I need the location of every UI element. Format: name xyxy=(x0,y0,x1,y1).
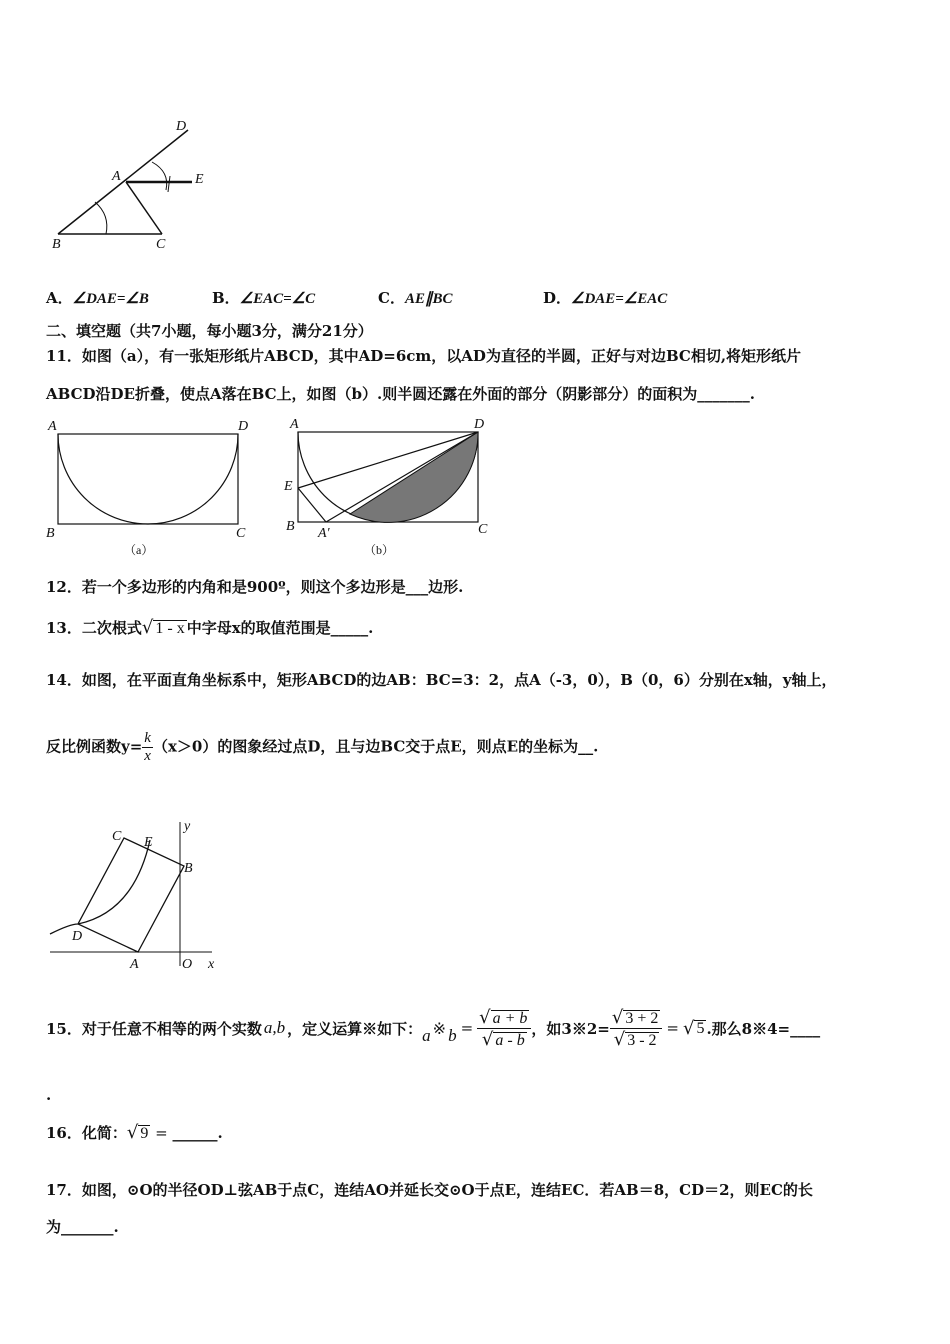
q14-fraction xyxy=(142,730,153,765)
label-c: C xyxy=(156,237,166,250)
q13-line xyxy=(46,617,373,638)
fig-a-label-d: D xyxy=(238,419,249,434)
line-ac xyxy=(126,182,162,234)
hyperbola-curve xyxy=(50,840,150,934)
option-a-text: ∠DAE=∠B xyxy=(72,291,149,307)
option-c xyxy=(378,287,452,308)
q15-eq2: = xyxy=(666,1019,679,1037)
label-e: E xyxy=(195,172,204,187)
q15-def-num-row xyxy=(477,1007,531,1029)
rect-abcd-a xyxy=(58,434,238,524)
option-d-text: ∠DAE=∠EAC xyxy=(571,291,668,307)
q16-after: ______. xyxy=(172,1124,223,1142)
q15-ex-num: 3 + 2 xyxy=(625,1009,659,1027)
option-d-letter: D． xyxy=(543,289,572,307)
option-c-letter: C． xyxy=(378,289,405,307)
arc-at-a xyxy=(152,162,167,190)
q15-vars: a,b xyxy=(263,1018,286,1037)
shaded-region xyxy=(350,432,478,522)
q15-ex-result: 5 xyxy=(696,1019,705,1037)
option-b xyxy=(212,287,315,308)
q15-period: . xyxy=(46,1086,52,1104)
q15-def-den-row xyxy=(477,1029,531,1050)
q15-def-fraction xyxy=(477,1007,531,1050)
rectangle-abcd xyxy=(78,838,184,952)
q13-after: 中字母x的取值范围是_____. xyxy=(186,619,374,637)
figure-q11a xyxy=(42,416,257,561)
label-b: B xyxy=(52,237,61,250)
sqrt-icon: √ xyxy=(611,1006,624,1028)
label-a: A xyxy=(112,169,121,184)
q13-before: 13．二次根式 xyxy=(46,619,142,637)
label-d: D xyxy=(176,119,187,134)
q15-ex-fraction xyxy=(610,1007,663,1050)
q14-frac-num: k xyxy=(144,730,151,746)
fig-b-label-a: A xyxy=(290,417,299,432)
q15-def-den: a - b xyxy=(495,1031,525,1049)
q11-line1: 11．如图（a），有一张矩形纸片ABCD，其中AD=6cm，以AD为直径的半圆，正好与对边BC相切,将矩形纸片 xyxy=(46,347,802,365)
arc-mark xyxy=(168,176,170,192)
figure-q10 xyxy=(40,110,220,250)
option-b-text: ∠EAC=∠C xyxy=(239,291,316,307)
q14-label-d: D xyxy=(72,929,83,944)
fig-a-label-b: B xyxy=(46,526,55,541)
fig-b-label-d: D xyxy=(474,417,485,432)
q15-ex-num-row xyxy=(610,1007,663,1029)
fig-b-caption: （b） xyxy=(364,543,395,557)
sqrt-icon: √ xyxy=(481,1028,494,1050)
option-d xyxy=(543,287,667,308)
q14-label-e: E xyxy=(144,835,153,850)
option-a xyxy=(46,287,149,308)
q14-frac-den: x xyxy=(144,748,151,764)
q14-after: （x＞0）的图象经过点D，且与边BC交于点E，则点E的坐标为__. xyxy=(152,737,599,756)
q13-radicand: 1 - x xyxy=(155,620,185,637)
section-heading: 二、填空题（共7小题，每小题3分，满分21分） xyxy=(46,322,373,340)
sqrt-icon: √ xyxy=(682,1017,695,1039)
arc-at-b xyxy=(95,202,107,234)
q16-line xyxy=(46,1122,223,1143)
q15-ex-den-row xyxy=(610,1029,663,1050)
option-a-letter: A． xyxy=(46,289,73,307)
sqrt-icon: √ xyxy=(613,1028,626,1050)
fig-a-label-c: C xyxy=(236,526,246,541)
q17-line2: 为_______. xyxy=(46,1218,119,1236)
fig-b-label-b: B xyxy=(286,519,295,534)
sqrt-icon: √ xyxy=(141,617,154,638)
q14-line1: 14．如图，在平面直角坐标系中，矩形ABCD的边AB：BC=3：2，点A（-3，0），B（0，6）分别在x轴，y轴上， xyxy=(46,671,837,689)
fig-b-label-c: C xyxy=(478,522,488,537)
q15-eq1: = xyxy=(460,1019,474,1037)
q15-line xyxy=(46,1000,820,1056)
q15-before: 15．对于任意不相等的两个实数 xyxy=(46,1019,262,1038)
sqrt-icon: √ xyxy=(479,1006,491,1028)
sqrt-icon: √ xyxy=(126,1122,139,1143)
q14-label-b: B xyxy=(184,861,193,876)
q15-op-a: a xyxy=(422,1026,431,1045)
q15-after: .那么8※4=____ xyxy=(706,1019,821,1038)
q14-label-o: O xyxy=(182,957,193,972)
q14-line2 xyxy=(46,730,598,765)
semicircle-a xyxy=(58,434,238,524)
fig-a-caption: （a） xyxy=(124,543,154,557)
q15-middle: ，定义运算※如下： xyxy=(287,1019,423,1038)
option-c-text: AE∥BC xyxy=(404,291,453,307)
option-b-letter: B． xyxy=(212,289,240,307)
q14-label-c: C xyxy=(112,829,122,844)
q16-before: 16．化简： xyxy=(46,1124,127,1142)
figure-q11b xyxy=(280,414,500,561)
q12-text: 12．若一个多边形的内角和是900º，则这个多边形是___边形. xyxy=(46,578,464,596)
figure-q14 xyxy=(42,816,227,976)
fig-a-label-a: A xyxy=(48,419,57,434)
fig-b-label-e: E xyxy=(284,479,293,494)
fig-b-label-a2: A′ xyxy=(318,526,330,541)
q14-label-x: x xyxy=(208,957,215,972)
q15-op-sym: ※ xyxy=(432,1018,447,1038)
q15-def-num: a + b xyxy=(492,1009,528,1027)
q15-ex-den: 3 - 2 xyxy=(627,1031,657,1049)
q14-label-y: y xyxy=(184,819,191,834)
q16-eq: = xyxy=(150,1124,173,1142)
q11-line2: ABCD沿DE折叠，使点A落在BC上，如图（b）.则半圆还露在外面的部分（阴影部分）的面积为_______. xyxy=(46,385,755,403)
q14-label-a: A xyxy=(130,957,139,972)
q14-before: 反比例函数y= xyxy=(46,737,143,756)
q15-op-b: b xyxy=(448,1026,457,1045)
q17-line1: 17．如图，⊙O的半径OD⊥弦AB于点C，连结AO并延长交⊙O于点E，连结EC．若AB＝8，CD＝2，则EC的长 xyxy=(46,1181,813,1199)
q16-radicand: 9 xyxy=(140,1125,149,1142)
q15-example-prefix: ，如3※2= xyxy=(531,1019,610,1038)
